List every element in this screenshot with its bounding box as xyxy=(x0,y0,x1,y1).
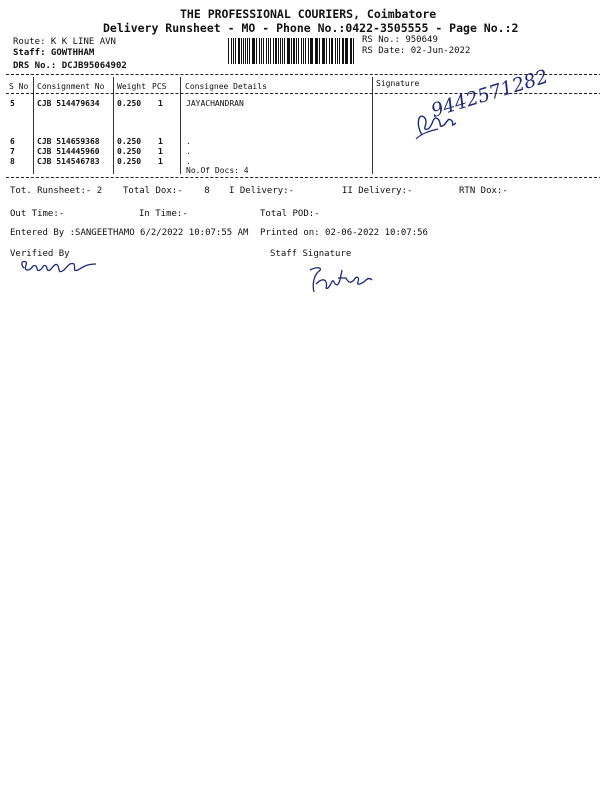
row-consignment: CJB 514445960 xyxy=(37,147,100,156)
barcode-bar xyxy=(261,38,262,64)
row-consignment: CJB 514546783 xyxy=(37,157,100,166)
rtn-dox: RTN Dox:- xyxy=(459,186,508,196)
row-weight: 0.250 xyxy=(117,157,142,166)
out-time: Out Time:- xyxy=(10,209,65,219)
route-label: Route: K K LINE AVN xyxy=(13,37,116,47)
barcode-bar xyxy=(310,38,311,64)
printed-on: Printed on: 02-06-2022 10:07:56 xyxy=(260,228,428,238)
barcode-bar xyxy=(296,38,297,64)
barcode-bar xyxy=(247,38,248,64)
row-weight: 0.250 xyxy=(117,147,142,156)
header-consignment: Consignment No xyxy=(37,82,105,91)
barcode-bar xyxy=(275,38,277,64)
i-delivery: I Delivery:- xyxy=(229,186,295,196)
barcode-bar xyxy=(337,38,338,64)
row-sno: 7 xyxy=(10,147,15,156)
barcode-bar xyxy=(339,38,340,64)
header-pcs: PCS xyxy=(152,82,167,91)
barcode-bar xyxy=(291,38,292,64)
barcode-bar xyxy=(301,38,302,64)
row-weight: 0.250 xyxy=(117,137,142,146)
barcode-bar xyxy=(323,38,324,64)
barcode-bar xyxy=(243,38,244,64)
handwritten-phone-number: 9442571282 xyxy=(428,65,551,122)
barcode-bar xyxy=(319,38,320,64)
entered-by: Entered By :SANGEETHAMO 6/2/2022 10:07:55 AM xyxy=(10,228,249,238)
barcode-bar xyxy=(280,38,281,64)
barcode-bar xyxy=(346,38,347,64)
barcode-bar xyxy=(270,38,271,64)
row-consignee: . xyxy=(186,147,191,156)
barcode-bar xyxy=(252,38,253,64)
barcode-bar xyxy=(287,38,288,64)
barcode-bar xyxy=(241,38,242,64)
barcode-bar xyxy=(278,38,279,64)
barcode-bar xyxy=(345,38,346,64)
row-sno: 5 xyxy=(10,99,15,108)
row-consignee: JAYACHANDRAN xyxy=(186,99,244,108)
header-weight: Weight xyxy=(117,82,146,91)
report-title: THE PROFESSIONAL COURIERS, Coimbatore xyxy=(180,7,437,21)
column-divider xyxy=(372,77,373,174)
barcode-bar xyxy=(311,38,312,64)
row-pcs: 1 xyxy=(158,157,163,166)
row-pcs: 1 xyxy=(158,147,163,156)
barcode-bar xyxy=(282,38,283,64)
header-consignee: Consignee Details xyxy=(185,82,267,91)
rs-date: RS Date: 02-Jun-2022 xyxy=(362,46,471,56)
total-pod: Total POD:- xyxy=(260,209,320,219)
barcode-bar xyxy=(284,38,285,64)
barcode-bar xyxy=(235,38,236,64)
header-sno: S No xyxy=(9,82,29,91)
verifier-signature xyxy=(18,254,108,278)
tot-runsheet: Tot. Runsheet:- 2 xyxy=(10,186,103,196)
rs-number: RS No.: 950649 xyxy=(362,35,438,45)
barcode-bar xyxy=(245,38,246,64)
barcode-bar xyxy=(315,38,316,64)
staff-signature-label: Staff Signature xyxy=(270,249,352,259)
total-dox: Total Dox:- 8 xyxy=(123,186,210,196)
row-sno: 6 xyxy=(10,137,15,146)
row-sno: 8 xyxy=(10,157,15,166)
in-time: In Time:- xyxy=(139,209,188,219)
barcode-bar xyxy=(228,38,229,64)
barcode-bar xyxy=(298,38,299,64)
barcode-bar xyxy=(231,38,232,64)
barcode-bar xyxy=(288,38,289,64)
staff-label: Staff: GOWTHHAM xyxy=(13,48,95,58)
barcode-bar xyxy=(268,38,269,64)
barcode-bar xyxy=(238,38,240,64)
staff-signature xyxy=(306,260,376,300)
barcode-bar xyxy=(249,38,250,64)
table-bottom-rule xyxy=(6,177,600,178)
barcode-bar xyxy=(331,38,332,64)
barcode-bar xyxy=(329,38,330,64)
barcode-bar xyxy=(350,38,351,64)
barcode-bar xyxy=(259,38,260,64)
barcode-bar xyxy=(322,38,323,64)
row-pcs: 1 xyxy=(158,137,163,146)
verified-by-label: Verified By xyxy=(10,249,70,259)
barcode xyxy=(228,38,356,64)
drs-number: DRS No.: DCJB95064902 xyxy=(13,61,127,71)
ii-delivery: II Delivery:- xyxy=(342,186,413,196)
barcode-bar xyxy=(308,38,309,64)
row-consignee: . xyxy=(186,157,191,166)
barcode-bar xyxy=(256,38,257,64)
row-consignment: CJB 514479634 xyxy=(37,99,100,108)
row-pcs: 1 xyxy=(158,99,163,108)
barcode-bar xyxy=(342,38,344,64)
barcode-bar xyxy=(326,38,327,64)
column-divider xyxy=(33,77,34,174)
row-weight: 0.250 xyxy=(117,99,142,108)
docs-count: No.Of Docs: 4 xyxy=(186,166,249,175)
header-signature: Signature xyxy=(376,79,420,88)
barcode-bar xyxy=(351,38,352,64)
report-subtitle: Delivery Runsheet - MO - Phone No.:0422-3505555 - Page No.:2 xyxy=(103,21,519,35)
barcode-bar xyxy=(266,38,267,64)
column-divider xyxy=(180,77,181,174)
barcode-bar xyxy=(303,38,304,64)
barcode-bar xyxy=(293,38,295,64)
barcode-bar xyxy=(353,38,354,64)
barcode-bar xyxy=(263,38,264,64)
column-divider xyxy=(113,77,114,174)
row-consignment: CJB 514659368 xyxy=(37,137,100,146)
barcode-bar xyxy=(335,38,336,64)
barcode-bar xyxy=(316,38,318,64)
barcode-bar xyxy=(233,38,234,64)
barcode-bar xyxy=(253,38,255,64)
barcode-bar xyxy=(273,38,274,64)
barcode-bar xyxy=(305,38,306,64)
row-consignee: . xyxy=(186,137,191,146)
barcode-bar xyxy=(332,38,333,64)
